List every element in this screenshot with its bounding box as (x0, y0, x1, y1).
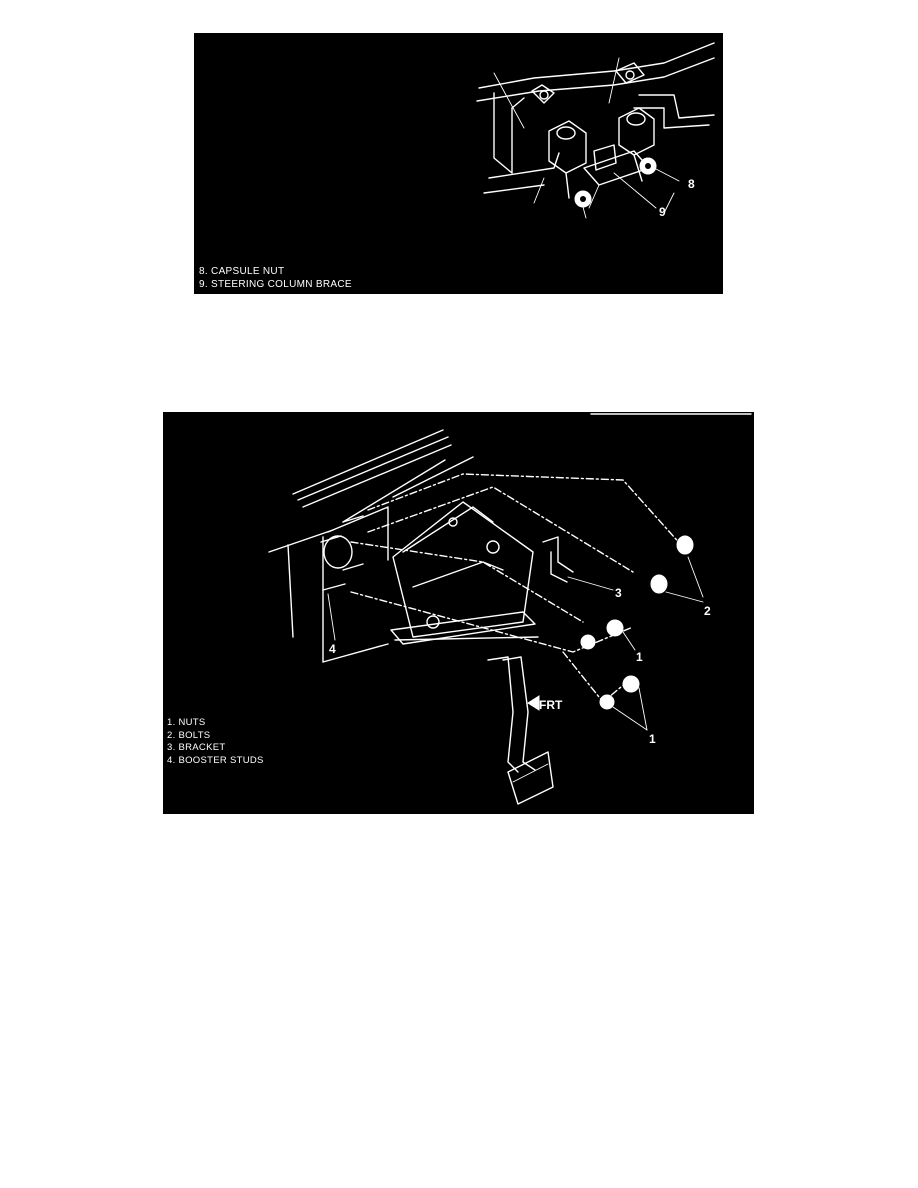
legend-item-capsule-nut: 8. CAPSULE NUT (199, 266, 285, 277)
legend-item-bolts: 2. BOLTS (167, 729, 211, 741)
callout-2-bolts: 2 (704, 604, 711, 618)
brake-pedal-bracket-figure (163, 412, 754, 814)
legend-item-nuts: 1. NUTS (167, 717, 206, 728)
callout-9: 9 (659, 205, 666, 219)
legend-item-booster-studs: 4. BOOSTER STUDS (167, 754, 264, 766)
figure2-legend (167, 717, 264, 767)
callout-3-bracket: 3 (615, 586, 622, 600)
callout-1-nuts-lower: 1 (649, 732, 656, 746)
steering-column-brace-illustration (194, 33, 723, 294)
front-direction-label: FRT (539, 698, 563, 712)
figure1-legend (199, 265, 352, 291)
callout-1-nuts-upper: 1 (636, 650, 643, 664)
callout-8: 8 (688, 177, 695, 191)
legend-item-bracket: 3. BRACKET (167, 742, 226, 753)
callout-4-booster-studs: 4 (329, 642, 336, 656)
legend-item-steering-column-brace: 9. STEERING COLUMN BRACE (199, 279, 352, 290)
steering-column-brace-figure (194, 33, 723, 294)
